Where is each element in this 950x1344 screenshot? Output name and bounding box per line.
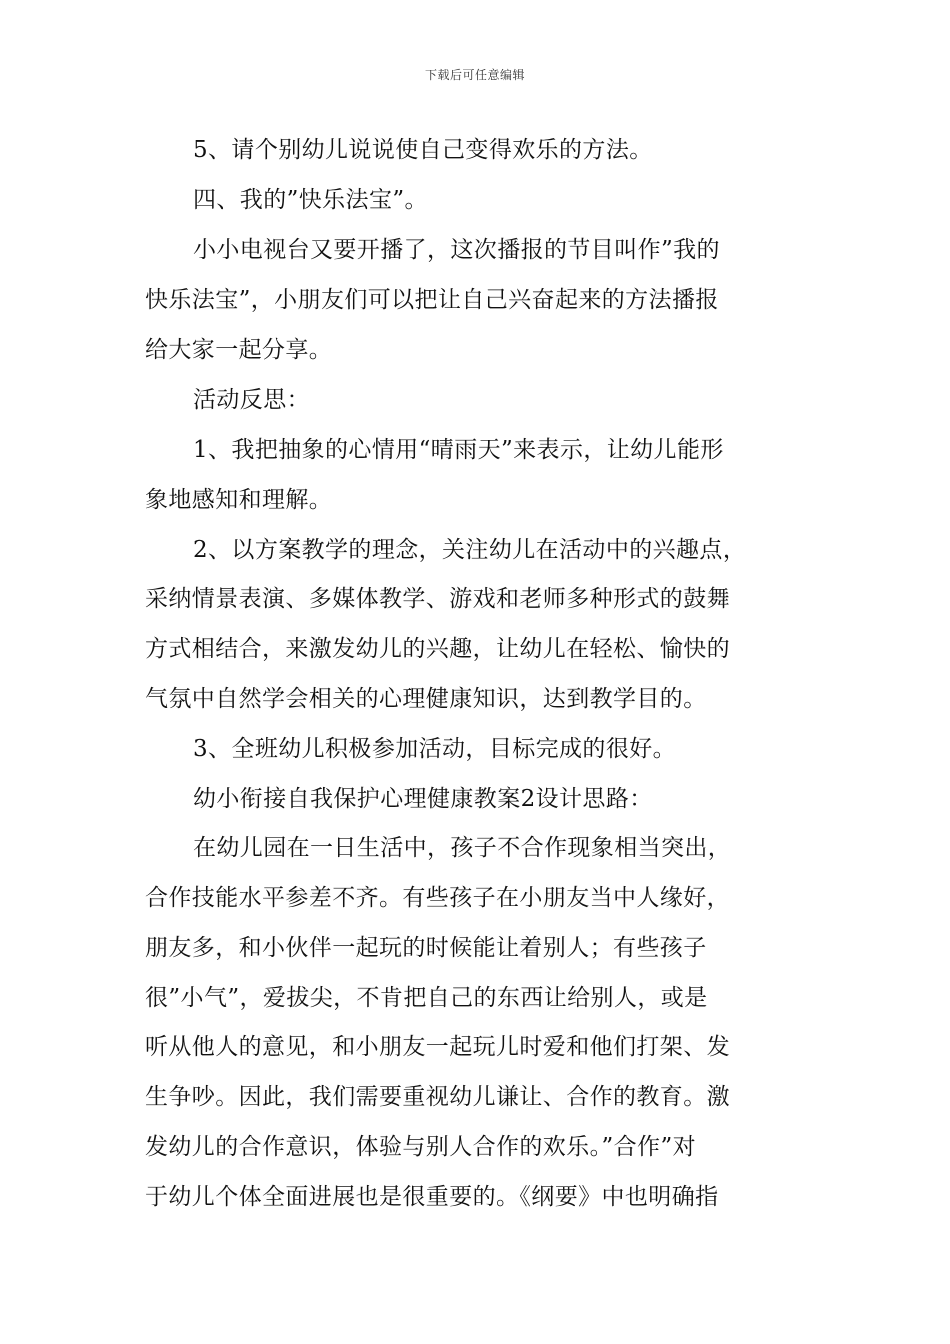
text-line: 幼小衔接自我保护心理健康教案2设计思路： bbox=[193, 786, 653, 812]
text-line: 快乐法宝”，小朋友们可以把让自己兴奋起来的方法播报 bbox=[145, 287, 719, 313]
text-line: 2、以方案教学的理念，关注幼儿在活动中的兴趣点， bbox=[193, 537, 747, 563]
text-line: 生争吵。因此，我们需要重视幼儿谦让、合作的教育。激 bbox=[145, 1084, 730, 1110]
text-line: 很”小气”，爱拔尖，不肯把自己的东西让给别人，或是 bbox=[145, 985, 708, 1011]
text-line: 采纳情景表演、多媒体教学、游戏和老师多种形式的鼓舞 bbox=[145, 586, 730, 612]
text-line: 听从他人的意见，和小朋友一起玩儿时爱和他们打架、发 bbox=[145, 1034, 730, 1060]
text-line: 象地感知和理解。 bbox=[145, 487, 333, 513]
text-line: 朋友多，和小伙伴一起玩的时候能让着别人；有些孩子 bbox=[145, 935, 707, 961]
text-line: 5、请个别幼儿说说使自己变得欢乐的方法。 bbox=[193, 137, 653, 163]
text-line: 小小电视台又要开播了，这次播报的节目叫作”我的 bbox=[193, 237, 720, 263]
text-line: 在幼儿园在一日生活中，孩子不合作现象相当突出， bbox=[193, 835, 732, 861]
page-header-note: 下载后可任意编辑 bbox=[424, 68, 525, 82]
text-line: 3、全班幼儿积极参加活动，目标完成的很好。 bbox=[193, 736, 677, 762]
text-line: 于幼儿个体全面进展也是很重要的。《纲要》中也明确指 bbox=[145, 1184, 719, 1210]
text-line: 活动反思： bbox=[193, 387, 310, 413]
text-line: 气氛中自然学会相关的心理健康知识，达到教学目的。 bbox=[145, 686, 707, 712]
text-line: 方式相结合，来激发幼儿的兴趣，让幼儿在轻松、愉快的 bbox=[145, 636, 730, 662]
text-line: 合作技能水平参差不齐。有些孩子在小朋友当中人缘好， bbox=[145, 885, 730, 911]
text-line: 给大家一起分享。 bbox=[145, 337, 333, 363]
text-line: 发幼儿的合作意识，体验与别人合作的欢乐。”合作”对 bbox=[145, 1134, 697, 1160]
text-line: 1、我把抽象的心情用“晴雨天”来表示，让幼儿能形 bbox=[193, 437, 724, 463]
text-line: 四、我的”快乐法宝”。 bbox=[193, 187, 428, 213]
